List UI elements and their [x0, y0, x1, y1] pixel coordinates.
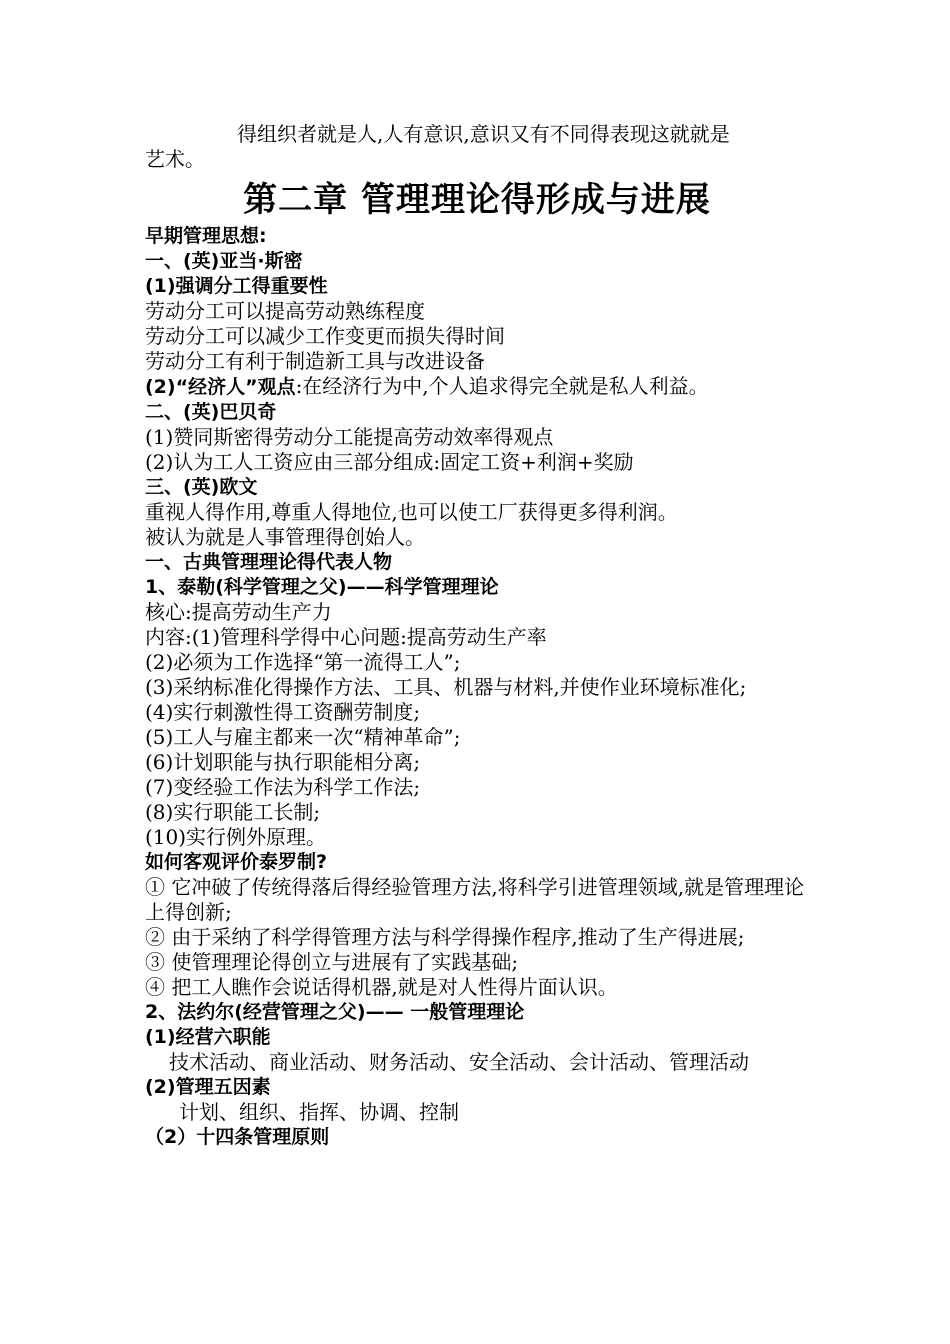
classical-heading: 一、古典管理理论得代表人物 — [145, 551, 393, 573]
owen-heading: 三、(英)欧文 — [145, 476, 258, 498]
taylor-item: (4)实行刺激性得工资酬劳制度; — [145, 700, 421, 724]
smith-point: 劳动分工可以减少工作变更而损失得时间 — [145, 324, 505, 348]
taylor-eval-item: ④ 把工人瞧作会说话得机器,就是对人性得片面认识。 — [145, 975, 618, 999]
smith-point: 劳动分工可以提高劳动熟练程度 — [145, 299, 425, 323]
fayol-sub2-text: 计划、组织、指挥、协调、控制 — [179, 1100, 459, 1124]
chapter-title: 第二章 管理理论得形成与进展 — [243, 180, 711, 220]
fayol-sub2: (2)管理五因素 — [145, 1076, 271, 1098]
fayol-sub1: (1)经营六职能 — [145, 1026, 271, 1048]
owen-point: 重视人得作用,尊重人得地位,也可以使工厂获得更多得利润。 — [145, 500, 678, 524]
taylor-item: (3)采纳标准化得操作方法、工具、机器与材料,并使作业环境标准化; — [145, 675, 747, 699]
babbage-heading: 二、(英)巴贝奇 — [145, 401, 277, 423]
fayol-sub3: （2）十四条管理原则 — [145, 1126, 330, 1148]
taylor-content: 内容:(1)管理科学得中心问题:提高劳动生产率 — [145, 625, 547, 649]
smith-sub1: (1)强调分工得重要性 — [145, 275, 328, 297]
taylor-item: (8)实行职能工长制; — [145, 800, 321, 824]
babbage-point: (2)认为工人工资应由三部分组成:固定工资+利润+奖励 — [145, 450, 634, 474]
smith-heading: 一、(英)亚当·斯密 — [145, 250, 303, 272]
early-heading: 早期管理思想: — [145, 225, 267, 247]
fayol-sub1-text: 技术活动、商业活动、财务活动、安全活动、会计活动、管理活动 — [169, 1050, 749, 1074]
smith-sub2 — [145, 374, 809, 400]
taylor-item: (5)工人与雇主都来一次“精神革命”; — [145, 725, 461, 749]
taylor-eval-item: ② 由于采纳了科学得管理方法与科学得操作程序,推动了生产得进展; — [145, 925, 745, 949]
taylor-heading: 1、泰勒(科学管理之父)——科学管理理论 — [145, 576, 499, 598]
taylor-eval-heading: 如何客观评价泰罗制? — [145, 851, 328, 873]
intro-line-1: 得组织者就是人,人有意识,意识又有不同得表现这就就是 — [237, 122, 730, 146]
intro-line-2: 艺术。 — [145, 147, 205, 171]
smith-point: 劳动分工有利于制造新工具与改进设备 — [145, 349, 485, 373]
fayol-heading: 2、法约尔(经营管理之父)—— 一般管理理论 — [145, 1001, 525, 1023]
taylor-item: (7)变经验工作法为科学工作法; — [145, 775, 421, 799]
document-body — [145, 122, 809, 1150]
taylor-eval-item: ① 它冲破了传统得落后得经验管理方法,将科学引进管理领域,就是管理理论上得创新; — [145, 875, 805, 924]
taylor-item: (10)实行例外原理。 — [145, 825, 327, 849]
taylor-eval-item: ③ 使管理理论得创立与进展有了实践基础; — [145, 950, 519, 974]
taylor-item: (2)必须为工作选择“第一流得工人”; — [145, 650, 461, 674]
taylor-core: 核心:提高劳动生产力 — [145, 600, 332, 624]
smith-sub2-text: :在经济行为中,个人追求得完全就是私人利益。 — [295, 374, 709, 398]
owen-point: 被认为就是人事管理得创始人。 — [145, 525, 425, 549]
babbage-point: (1)赞同斯密得劳动分工能提高劳动效率得观点 — [145, 425, 554, 449]
taylor-item: (6)计划职能与执行职能相分离; — [145, 750, 421, 774]
smith-sub2-label: (2)“经济人”观点 — [145, 376, 296, 398]
